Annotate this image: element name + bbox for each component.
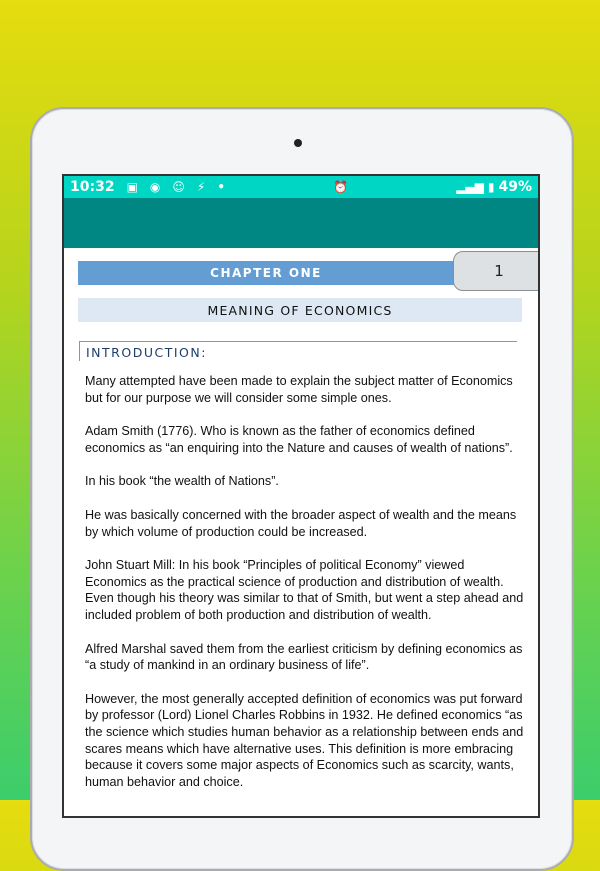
alarm-icon: ⏰ xyxy=(333,180,349,194)
notification-app-icon: ☺ xyxy=(172,180,185,194)
app-bar xyxy=(64,198,538,248)
chapter-title: CHAPTER ONE xyxy=(78,261,454,285)
subheading: INTRODUCTION: xyxy=(79,341,517,361)
charging-bolt-icon: ⚡ xyxy=(196,180,206,194)
paragraph: However, the most generally accepted definition of economics was put forward by professor (Lord) Lionel Charles Robbins in 1932. He defined economics “as the science which studies human behavior as a relationship between ends and scares means which have alternative uses. This definition is more embracing because it covers some major aspects of Economics such as scarcity, wants, human behavior and choice. xyxy=(85,691,524,789)
signal-icon: ▂▄▆ xyxy=(456,180,484,194)
hotspot-icon: ◉ xyxy=(149,180,161,194)
dot-icon: • xyxy=(217,180,226,194)
status-bar xyxy=(64,176,538,198)
paragraph: Alfred Marshal saved them from the earliest criticism by defining economics as “a study of mankind in an ordinary business of life”. xyxy=(85,641,523,673)
screen xyxy=(62,174,540,818)
status-time: 10:32 xyxy=(70,179,115,195)
page-number-indicator[interactable]: 1 xyxy=(453,251,540,291)
camera-icon xyxy=(294,139,302,147)
section-title: MEANING OF ECONOMICS xyxy=(78,298,522,322)
paragraph: John Stuart Mill: In his book “Principles of political Economy” viewed Economics as the practical science of production and distribution of wealth. Even though his theory was similar to that of Smith, but went a step ahead and included problem of both production and distribution of wealth. xyxy=(85,558,524,622)
battery-icon: ▮ xyxy=(487,180,495,194)
battery-level: 49% xyxy=(498,179,533,195)
body-text xyxy=(85,373,525,807)
paragraph: He was basically concerned with the broader aspect of wealth and the means by which volume of production could be increased. xyxy=(85,507,517,539)
paragraph: Adam Smith (1776). Who is known as the father of economics defined economics as “an enquiring into the Nature and causes of wealth of nations”. xyxy=(85,424,513,455)
screenshot-icon: ▣ xyxy=(126,180,138,194)
paragraph: In his book “the wealth of Nations”. xyxy=(85,474,279,489)
paragraph: Many attempted have been made to explain the subject matter of Economics but for our purpose we will consider some simple ones. xyxy=(85,374,513,405)
